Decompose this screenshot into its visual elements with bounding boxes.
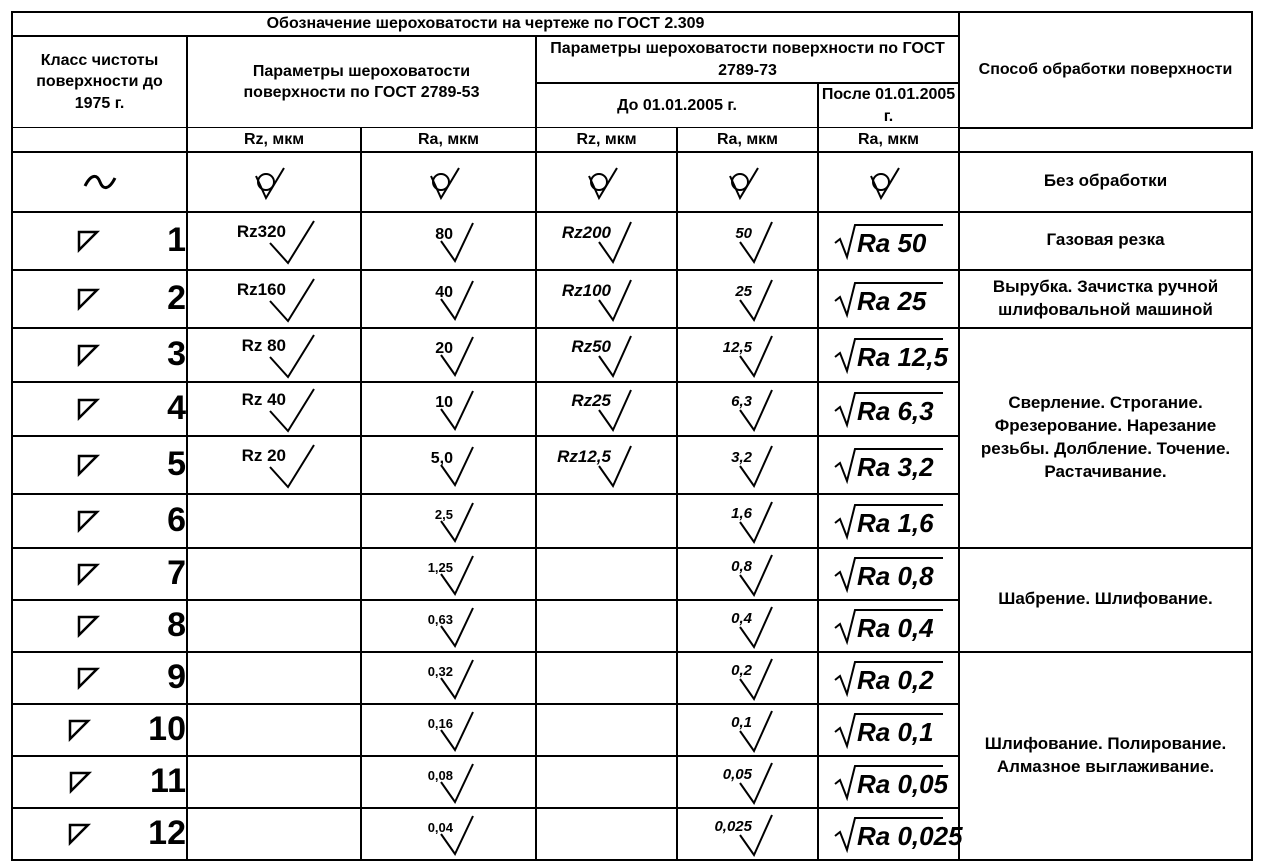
svg-text:0,05: 0,05 (722, 765, 752, 783)
subheader-ra05: Ra, мкм (818, 128, 959, 152)
rz73-cell (536, 328, 677, 382)
roughness-symbol-icon (708, 809, 788, 859)
table-row (12, 328, 1252, 382)
class-cell (12, 808, 187, 860)
radical-roughness-icon (833, 335, 948, 375)
roughness-symbol-icon (409, 275, 489, 323)
class-number: 11 (150, 761, 186, 800)
class-cell (12, 382, 187, 436)
class-cell (12, 436, 187, 494)
ra73-cell (677, 548, 818, 600)
roughness-symbol-icon (708, 601, 788, 651)
svg-text:80: 80 (434, 225, 453, 243)
roughness-symbol-icon (557, 440, 657, 490)
subheader-rz53: Rz, мкм (187, 128, 361, 152)
class-cell (12, 494, 187, 548)
rz73-cell (536, 756, 677, 808)
svg-text:0,025: 0,025 (713, 817, 752, 835)
class-cell (12, 756, 187, 808)
triangle-icon (76, 508, 100, 534)
svg-text:Rz100: Rz100 (561, 280, 611, 300)
ra05-cell (818, 270, 959, 328)
class-number: 5 (167, 444, 186, 483)
subheader-empty (12, 128, 187, 152)
roughness-symbol-icon (708, 274, 788, 324)
roughness-symbol-icon (219, 329, 329, 381)
svg-text:Rz320: Rz320 (236, 221, 286, 241)
svg-text:Rz 80: Rz 80 (241, 335, 286, 355)
triangle-icon (67, 717, 91, 743)
svg-text:12,5: 12,5 (722, 338, 752, 356)
triangle-icon (76, 452, 100, 478)
class-number: 10 (148, 709, 186, 748)
table-row (12, 270, 1252, 328)
subheader-ra53: Ra, мкм (361, 128, 536, 152)
table-row (12, 212, 1252, 270)
svg-text:40: 40 (434, 283, 453, 301)
method-cell: Газовая резка (959, 212, 1252, 270)
ra53-cell (361, 152, 536, 212)
designation-header: Обозначение шероховатости на чертеже по ГОСТ 2.309 (12, 12, 959, 36)
rz73-cell (536, 548, 677, 600)
rz53-cell (187, 382, 361, 436)
roughness-symbol-icon (557, 274, 657, 324)
class-cell (12, 652, 187, 704)
method-header: Способ обработки поверхности (959, 12, 1252, 128)
method-cell: Шлифование. Полирование. Алмазное выглаживание. (959, 652, 1252, 860)
ra53-cell (361, 652, 536, 704)
class-cell (12, 212, 187, 270)
roughness-symbol-icon (219, 215, 329, 267)
svg-text:Ra 0,8: Ra 0,8 (856, 560, 934, 591)
class-number: 3 (167, 334, 186, 373)
svg-text:5,0: 5,0 (430, 449, 453, 467)
ra53-cell (361, 704, 536, 756)
roughness-symbol-icon (708, 653, 788, 703)
table-row (12, 548, 1252, 600)
rz73-cell (536, 808, 677, 860)
roughness-symbol-icon (409, 706, 489, 754)
method-cell: Сверление. Строгание. Фрезерование. Нарезание резьбы. Долбление. Точение. Растачивание. (959, 328, 1252, 548)
radical-roughness-icon (833, 279, 945, 319)
rz73-cell (536, 212, 677, 270)
svg-text:Rz200: Rz200 (561, 222, 611, 242)
rz73-cell (536, 704, 677, 756)
svg-text:6,3: 6,3 (730, 392, 752, 410)
class-cell (12, 152, 187, 212)
class-number: 9 (167, 657, 186, 696)
svg-text:Rz160: Rz160 (236, 279, 286, 299)
roughness-symbol-icon (708, 496, 788, 546)
rz53-cell (187, 704, 361, 756)
svg-text:Rz12,5: Rz12,5 (556, 446, 611, 466)
ra53-cell (361, 436, 536, 494)
ra73-cell (677, 494, 818, 548)
ra05-cell (818, 600, 959, 652)
svg-text:0,1: 0,1 (730, 713, 752, 731)
rz73-cell (536, 436, 677, 494)
class-number: 8 (167, 605, 186, 644)
roughness-symbol-icon (419, 162, 479, 202)
svg-text:0,8: 0,8 (730, 557, 752, 575)
class-number: 1 (167, 220, 186, 259)
triangle-icon (76, 342, 100, 368)
radical-roughness-icon (833, 814, 963, 854)
svg-text:Rz 40: Rz 40 (241, 389, 286, 409)
roughness-symbol-icon (859, 162, 919, 202)
ra05-cell (818, 704, 959, 756)
ra05-cell (818, 652, 959, 704)
svg-text:20: 20 (434, 339, 453, 357)
class-cell (12, 548, 187, 600)
triangle-icon (76, 286, 100, 312)
triangle-icon (76, 665, 100, 691)
ra73-cell (677, 212, 818, 270)
ra05-cell (818, 494, 959, 548)
ra53-cell (361, 756, 536, 808)
rz53-cell (187, 548, 361, 600)
svg-text:0,4: 0,4 (730, 609, 752, 627)
ra73-cell (677, 436, 818, 494)
ra53-cell (361, 328, 536, 382)
radical-roughness-icon (833, 445, 945, 485)
triangle-icon (67, 821, 91, 847)
radical-roughness-icon (833, 554, 945, 594)
svg-text:Ra 25: Ra 25 (856, 285, 926, 316)
svg-text:25: 25 (734, 282, 752, 300)
ra73-cell (677, 600, 818, 652)
class-header: Класс чистоты поверхности до 1975 г. (12, 36, 187, 128)
triangle-icon (76, 228, 100, 254)
class-number: 6 (167, 500, 186, 539)
rz73-cell (536, 270, 677, 328)
roughness-symbol-icon (708, 705, 788, 755)
radical-roughness-icon (833, 501, 945, 541)
roughness-symbol-icon (219, 273, 329, 325)
roughness-symbol-icon (708, 216, 788, 266)
ra73-cell (677, 328, 818, 382)
ra05-cell (818, 212, 959, 270)
rz53-cell (187, 600, 361, 652)
roughness-symbol-icon (409, 441, 489, 489)
rz53-cell (187, 328, 361, 382)
roughness-symbol-icon (708, 757, 788, 807)
ra05-cell (818, 382, 959, 436)
table-row (12, 152, 1252, 212)
roughness-symbol-icon (708, 330, 788, 380)
roughness-symbol-icon (557, 384, 657, 434)
ra73-cell (677, 808, 818, 860)
table-row (12, 652, 1252, 704)
rz53-cell (187, 652, 361, 704)
svg-text:Ra 50: Ra 50 (856, 227, 926, 258)
class-number: 7 (167, 553, 186, 592)
class-number: 12 (148, 813, 186, 852)
svg-text:10: 10 (434, 393, 453, 411)
gost53-header: Параметры шероховатости поверхности по ГОСТ 2789-53 (187, 36, 536, 128)
method-cell: Без обработки (959, 152, 1252, 212)
roughness-symbol-icon (409, 550, 489, 598)
ra05-cell (818, 328, 959, 382)
ra53-cell (361, 548, 536, 600)
roughness-symbol-icon (244, 162, 304, 202)
roughness-symbol-icon (409, 602, 489, 650)
roughness-symbol-icon (409, 758, 489, 806)
roughness-symbol-icon (409, 654, 489, 702)
roughness-symbol-icon (409, 810, 489, 858)
svg-text:Ra 3,2: Ra 3,2 (856, 451, 934, 482)
ra73-cell (677, 382, 818, 436)
rz53-cell (187, 436, 361, 494)
radical-roughness-icon (833, 710, 945, 750)
roughness-symbol-icon (557, 216, 657, 266)
ra05-cell (818, 436, 959, 494)
method-cell: Вырубка. Зачистка ручной шлифовальной машиной (959, 270, 1252, 328)
svg-text:0,08: 0,08 (427, 767, 453, 783)
rz73-cell (536, 600, 677, 652)
rz73-cell (536, 152, 677, 212)
ra53-cell (361, 212, 536, 270)
ra53-cell (361, 382, 536, 436)
svg-text:0,32: 0,32 (427, 663, 453, 679)
ra73-cell (677, 152, 818, 212)
ra05-cell (818, 548, 959, 600)
roughness-symbol-icon (557, 330, 657, 380)
after2005-header: После 01.01.2005 г. (818, 83, 959, 128)
radical-roughness-icon (833, 658, 945, 698)
ra53-cell (361, 270, 536, 328)
svg-text:1,25: 1,25 (427, 559, 453, 575)
ra53-cell (361, 600, 536, 652)
roughness-symbol-icon (409, 217, 489, 265)
before2005-header: До 01.01.2005 г. (536, 83, 818, 128)
ra05-cell (818, 808, 963, 860)
svg-text:0,2: 0,2 (730, 661, 752, 679)
roughness-symbol-icon (409, 331, 489, 379)
svg-text:Ra 0,05: Ra 0,05 (856, 768, 948, 799)
rz53-cell (187, 152, 361, 212)
rz73-cell (536, 652, 677, 704)
ra73-cell (677, 704, 818, 756)
ra05-cell (818, 152, 959, 212)
svg-text:50: 50 (734, 224, 752, 242)
roughness-table (11, 11, 1253, 861)
class-cell (12, 270, 187, 328)
svg-text:3,2: 3,2 (730, 448, 752, 466)
ra73-cell (677, 652, 818, 704)
roughness-symbol-icon (708, 549, 788, 599)
triangle-icon (68, 769, 92, 795)
triangle-icon (76, 396, 100, 422)
radical-roughness-icon (833, 606, 945, 646)
ra05-cell (818, 756, 959, 808)
svg-text:0,04: 0,04 (427, 819, 453, 835)
roughness-symbol-icon (708, 440, 788, 490)
class-number: 2 (167, 278, 186, 317)
class-number: 4 (167, 388, 186, 427)
svg-text:1,6: 1,6 (730, 504, 752, 522)
radical-roughness-icon (833, 221, 945, 261)
class-cell (12, 328, 187, 382)
roughness-symbol-icon (409, 385, 489, 433)
svg-text:Ra 0,025: Ra 0,025 (856, 820, 963, 851)
rz73-cell (536, 382, 677, 436)
radical-roughness-icon (833, 389, 945, 429)
tilde-icon (83, 172, 117, 192)
svg-text:0,16: 0,16 (427, 715, 453, 731)
roughness-symbol-icon (219, 439, 329, 491)
roughness-symbol-icon (708, 384, 788, 434)
svg-text:0,63: 0,63 (427, 611, 453, 627)
roughness-symbol-icon (577, 162, 637, 202)
radical-roughness-icon (833, 762, 948, 802)
rz53-cell (187, 212, 361, 270)
ra73-cell (677, 270, 818, 328)
roughness-symbol-icon (718, 162, 778, 202)
rz73-cell (536, 494, 677, 548)
class-cell (12, 704, 187, 756)
svg-text:Ra 0,1: Ra 0,1 (856, 716, 934, 747)
svg-text:Ra 6,3: Ra 6,3 (856, 395, 934, 426)
svg-text:Rz25: Rz25 (570, 390, 611, 410)
triangle-icon (76, 613, 100, 639)
svg-text:Ra 1,6: Ra 1,6 (856, 507, 934, 538)
subheader-rz73: Rz, мкм (536, 128, 677, 152)
gost73-header: Параметры шероховатости поверхности по ГОСТ 2789-73 (536, 36, 959, 83)
roughness-symbol-icon (409, 497, 489, 545)
method-cell: Шабрение. Шлифование. (959, 548, 1252, 652)
svg-text:Ra 0,4: Ra 0,4 (856, 612, 934, 643)
triangle-icon (76, 561, 100, 587)
ra53-cell (361, 494, 536, 548)
rz53-cell (187, 270, 361, 328)
svg-text:2,5: 2,5 (434, 506, 453, 522)
class-cell (12, 600, 187, 652)
rz53-cell (187, 808, 361, 860)
svg-text:Rz 20: Rz 20 (241, 445, 286, 465)
svg-text:Rz50: Rz50 (570, 336, 611, 356)
roughness-symbol-icon (219, 383, 329, 435)
svg-text:Ra 12,5: Ra 12,5 (856, 341, 948, 372)
ra53-cell (361, 808, 536, 860)
svg-text:Ra 0,2: Ra 0,2 (856, 664, 934, 695)
subheader-ra73: Ra, мкм (677, 128, 818, 152)
rz53-cell (187, 494, 361, 548)
rz53-cell (187, 756, 361, 808)
ra73-cell (677, 756, 818, 808)
